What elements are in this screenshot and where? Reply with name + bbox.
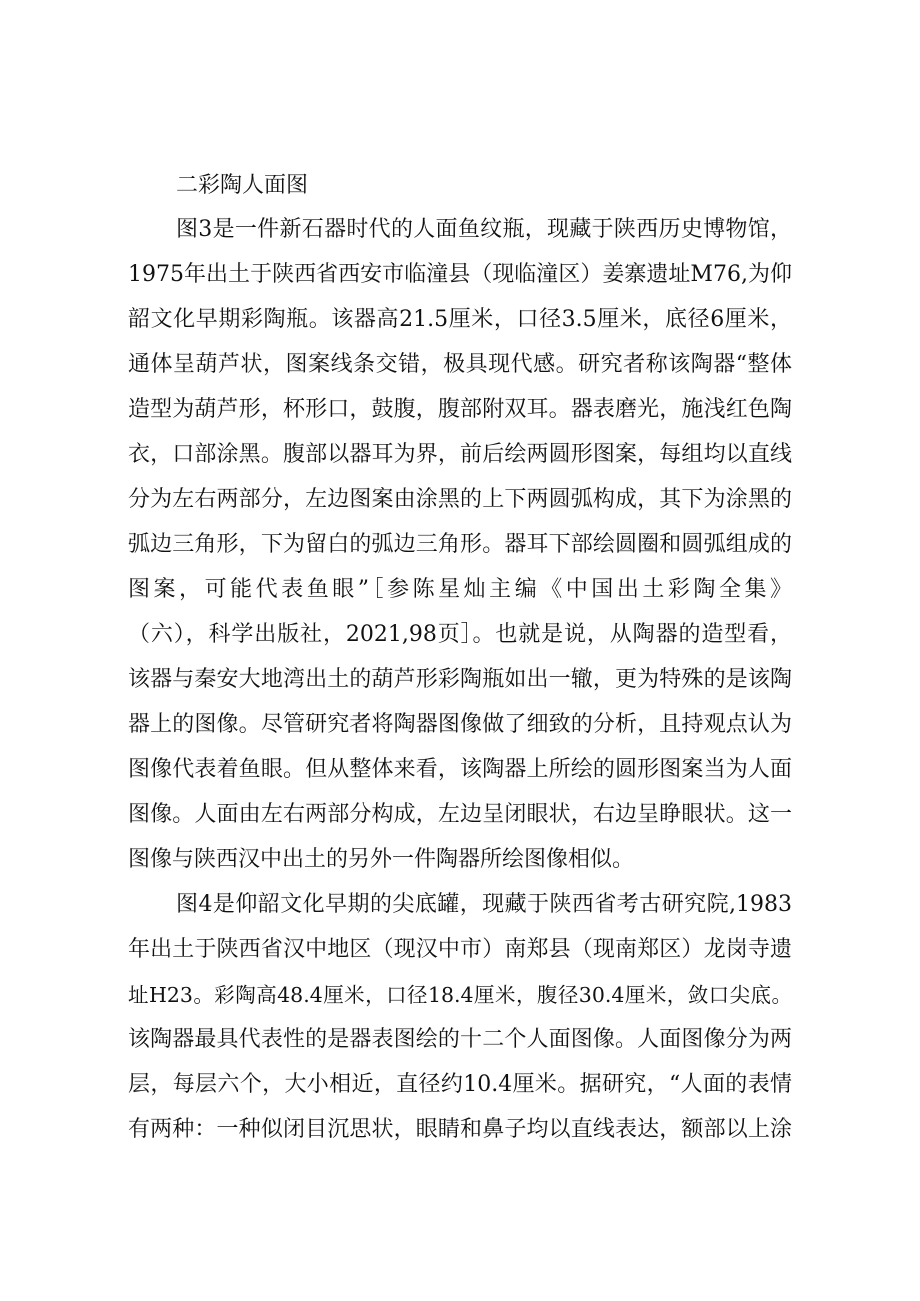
paragraph-2-line-2: 年出土于陕西省汉中地区（现汉中市）南郑县（现南郑区）龙岗寺遗 bbox=[128, 937, 792, 962]
paragraph-1-line-4: 通体呈葫芦状，图案线条交错，极具现代感。研究者称该陶器“整体 bbox=[128, 352, 792, 377]
paragraph-1-line-8: 弧边三角形，下为留白的弧边三角形。器耳下部绘圆圈和圆弧组成的 bbox=[128, 532, 792, 557]
paragraph-1-line-11: 该器与秦安大地湾出土的葫芦形彩陶瓶如出一辙，更为特殊的是该陶 bbox=[128, 667, 792, 692]
paragraph-1-line-1: 图3是一件新石器时代的人面鱼纹瓶，现藏于陕西历史博物馆， bbox=[176, 217, 792, 242]
paragraph-2-line-6: 有两种：一种似闭目沉思状，眼睛和鼻子均以直线表达，额部以上涂 bbox=[128, 1117, 792, 1142]
paragraph-1-line-13: 图像代表着鱼眼。但从整体来看，该陶器上所绘的圆形图案当为人面 bbox=[128, 757, 792, 782]
paragraph-1-line-9: 图案，可能代表鱼眼”［参陈星灿主编《中国出土彩陶全集》 bbox=[128, 577, 792, 602]
paragraph-2-line-1: 图4是仰韶文化早期的尖底罐，现藏于陕西省考古研究院,1983 bbox=[176, 892, 792, 917]
paragraph-2-line-4: 该陶器最具代表性的是器表图绘的十二个人面图像。人面图像分为两 bbox=[128, 1027, 792, 1052]
paragraph-1-line-3: 韶文化早期彩陶瓶。该器高21.5厘米，口径3.5厘米，底径6厘米， bbox=[128, 307, 792, 332]
paragraph-2-line-3: 址H23。彩陶高48.4厘米，口径18.4厘米，腹径30.4厘米，敛口尖底。 bbox=[128, 983, 792, 1007]
paragraph-1-line-14: 图像。人面由左右两部分构成，左边呈闭眼状，右边呈睁眼状。这一 bbox=[128, 802, 792, 827]
paragraph-1-line-7: 分为左右两部分，左边图案由涂黑的上下两圆弧构成，其下为涂黑的 bbox=[128, 487, 792, 512]
section-heading: 二彩陶人面图 bbox=[176, 173, 309, 198]
paragraph-1-line-10: （六），科学出版社，2021,98页］。也就是说，从陶器的造型看， bbox=[128, 622, 792, 647]
paragraph-1-line-5: 造型为葫芦形，杯形口，鼓腹，腹部附双耳。器表磨光，施浅红色陶 bbox=[128, 397, 792, 422]
paragraph-1-line-6: 衣，口部涂黑。腹部以器耳为界，前后绘两圆形图案，每组均以直线 bbox=[128, 442, 792, 467]
paragraph-1-line-12: 器上的图像。尽管研究者将陶器图像做了细致的分析，且持观点认为 bbox=[128, 712, 792, 737]
paragraph-1-line-2: 1975年出土于陕西省西安市临潼县（现临潼区）姜寨遗址M76,为仰 bbox=[128, 262, 792, 287]
paragraph-1-line-15: 图像与陕西汉中出土的另外一件陶器所绘图像相似。 bbox=[128, 847, 635, 872]
paragraph-2-line-5: 层，每层六个，大小相近，直径约10.4厘米。据研究，“人面的表情 bbox=[128, 1072, 792, 1097]
